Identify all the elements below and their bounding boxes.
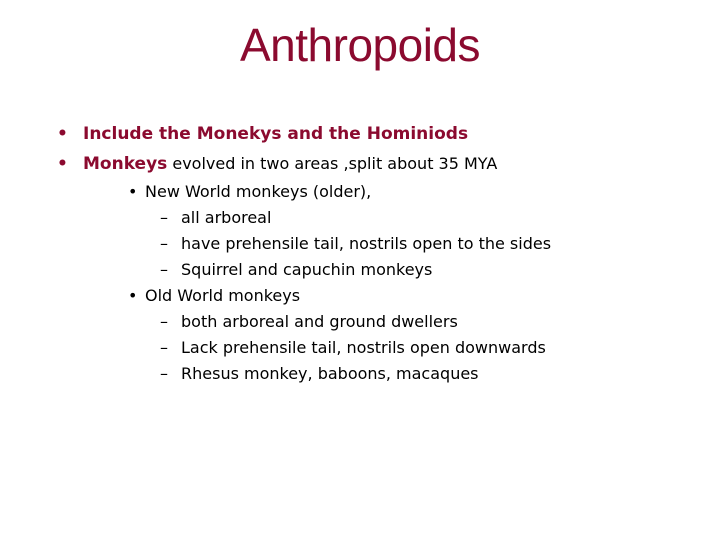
bullet-marker: • xyxy=(57,154,68,174)
detail-text: both arboreal and ground dwellers xyxy=(181,312,458,331)
sub-bullet-text: Old World monkeys xyxy=(145,286,301,305)
detail-item xyxy=(160,364,479,384)
detail-text: Squirrel and capuchin monkeys xyxy=(181,260,433,279)
detail-text: Lack prehensile tail, nostrils open downwards xyxy=(181,338,546,357)
bullet-text: Include the Monekys and the Hominiods xyxy=(83,124,469,144)
detail-item xyxy=(160,260,432,280)
detail-item xyxy=(160,338,546,358)
bullet-include xyxy=(57,124,468,144)
detail-text: Rhesus monkey, baboons, macaques xyxy=(181,364,479,383)
detail-text: have prehensile tail, nostrils open to the sides xyxy=(181,234,552,253)
detail-text: all arboreal xyxy=(181,208,272,227)
dash-marker: – xyxy=(160,338,168,357)
dash-marker: – xyxy=(160,208,168,227)
detail-item xyxy=(160,312,458,332)
detail-item xyxy=(160,208,271,228)
bullet-marker: • xyxy=(128,286,138,305)
sub-bullet-text: New World monkeys (older), xyxy=(145,182,372,201)
dash-marker: – xyxy=(160,234,168,253)
dash-marker: – xyxy=(160,364,168,383)
dash-marker: – xyxy=(160,260,168,279)
sub-bullet-new-world xyxy=(128,182,371,202)
bullet-monkeys xyxy=(57,154,497,174)
bullet-marker: • xyxy=(128,182,138,201)
sub-bullet-old-world xyxy=(128,286,300,306)
bullet-rest: evolved in two areas ,split about 35 MYA xyxy=(167,154,498,173)
detail-item xyxy=(160,234,551,254)
dash-marker: – xyxy=(160,312,168,331)
bullet-marker: • xyxy=(57,124,68,144)
slide-title: Anthropoids xyxy=(240,19,480,71)
bullet-lead: Monkeys xyxy=(83,154,168,174)
